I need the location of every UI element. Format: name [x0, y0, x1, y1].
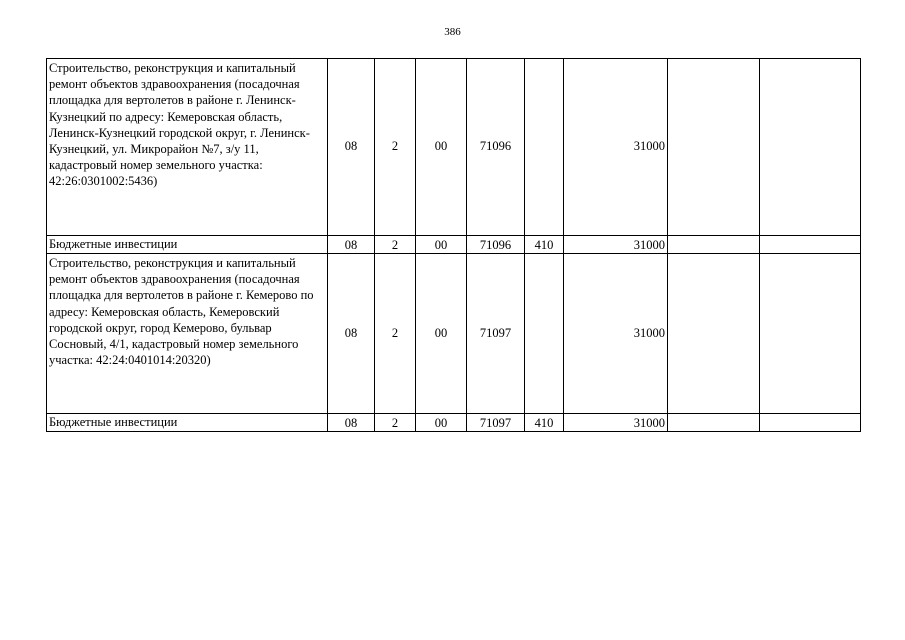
code-cell: 71097 — [467, 414, 525, 432]
row-name-cell: Бюджетные инвестиции — [47, 414, 328, 432]
extra-cell-2 — [760, 254, 861, 414]
type-cell — [525, 59, 564, 236]
extra-cell-1 — [668, 414, 760, 432]
amount-cell: 31000 — [564, 59, 668, 236]
extra-cell-1 — [668, 59, 760, 236]
code-cell: 71096 — [467, 236, 525, 254]
amount-cell: 31000 — [564, 254, 668, 414]
section-cell: 08 — [328, 236, 375, 254]
extra-cell-2 — [760, 236, 861, 254]
program-cell: 00 — [416, 254, 467, 414]
program-cell: 00 — [416, 236, 467, 254]
extra-cell-1 — [668, 236, 760, 254]
code-cell: 71096 — [467, 59, 525, 236]
extra-cell-2 — [760, 414, 861, 432]
type-cell — [525, 254, 564, 414]
budget-table — [46, 58, 861, 432]
subsection-cell: 2 — [375, 254, 416, 414]
code-cell: 71097 — [467, 254, 525, 414]
subsection-cell: 2 — [375, 59, 416, 236]
extra-cell-2 — [760, 59, 861, 236]
row-name-cell: Бюджетные инвестиции — [47, 236, 328, 254]
type-cell: 410 — [525, 236, 564, 254]
program-cell: 00 — [416, 414, 467, 432]
program-cell: 00 — [416, 59, 467, 236]
table-row — [47, 236, 861, 254]
table-row — [47, 414, 861, 432]
table-row — [47, 254, 861, 414]
amount-cell: 31000 — [564, 414, 668, 432]
subsection-cell: 2 — [375, 236, 416, 254]
type-cell: 410 — [525, 414, 564, 432]
row-name-cell: Строительство, реконструкция и капитальный ремонт объектов здравоохранения (посадочная площадка для вертолетов в районе г. Кемерово по адресу: Кемеровская область, Кемеровский городской округ, город Кемерово, бульвар Сосновый, 4/1, кадастровый номер земельного участка: 42:24:0401014:20320) — [47, 254, 328, 414]
section-cell: 08 — [328, 254, 375, 414]
page-number: 386 — [444, 26, 461, 38]
section-cell: 08 — [328, 414, 375, 432]
row-name-cell: Строительство, реконструкция и капитальный ремонт объектов здравоохранения (посадочная площадка для вертолетов в районе г. Ленинск-Кузнецкий по адресу: Кемеровская область, Ленинск-Кузнецкий городской округ, г. Ленинск-Кузнецкий, ул. Микрорайон №7, з/у 11, кадастровый номер земельного участка: 42:26:0301002:5436) — [47, 59, 328, 236]
amount-cell: 31000 — [564, 236, 668, 254]
subsection-cell: 2 — [375, 414, 416, 432]
extra-cell-1 — [668, 254, 760, 414]
section-cell: 08 — [328, 59, 375, 236]
table-row — [47, 59, 861, 236]
